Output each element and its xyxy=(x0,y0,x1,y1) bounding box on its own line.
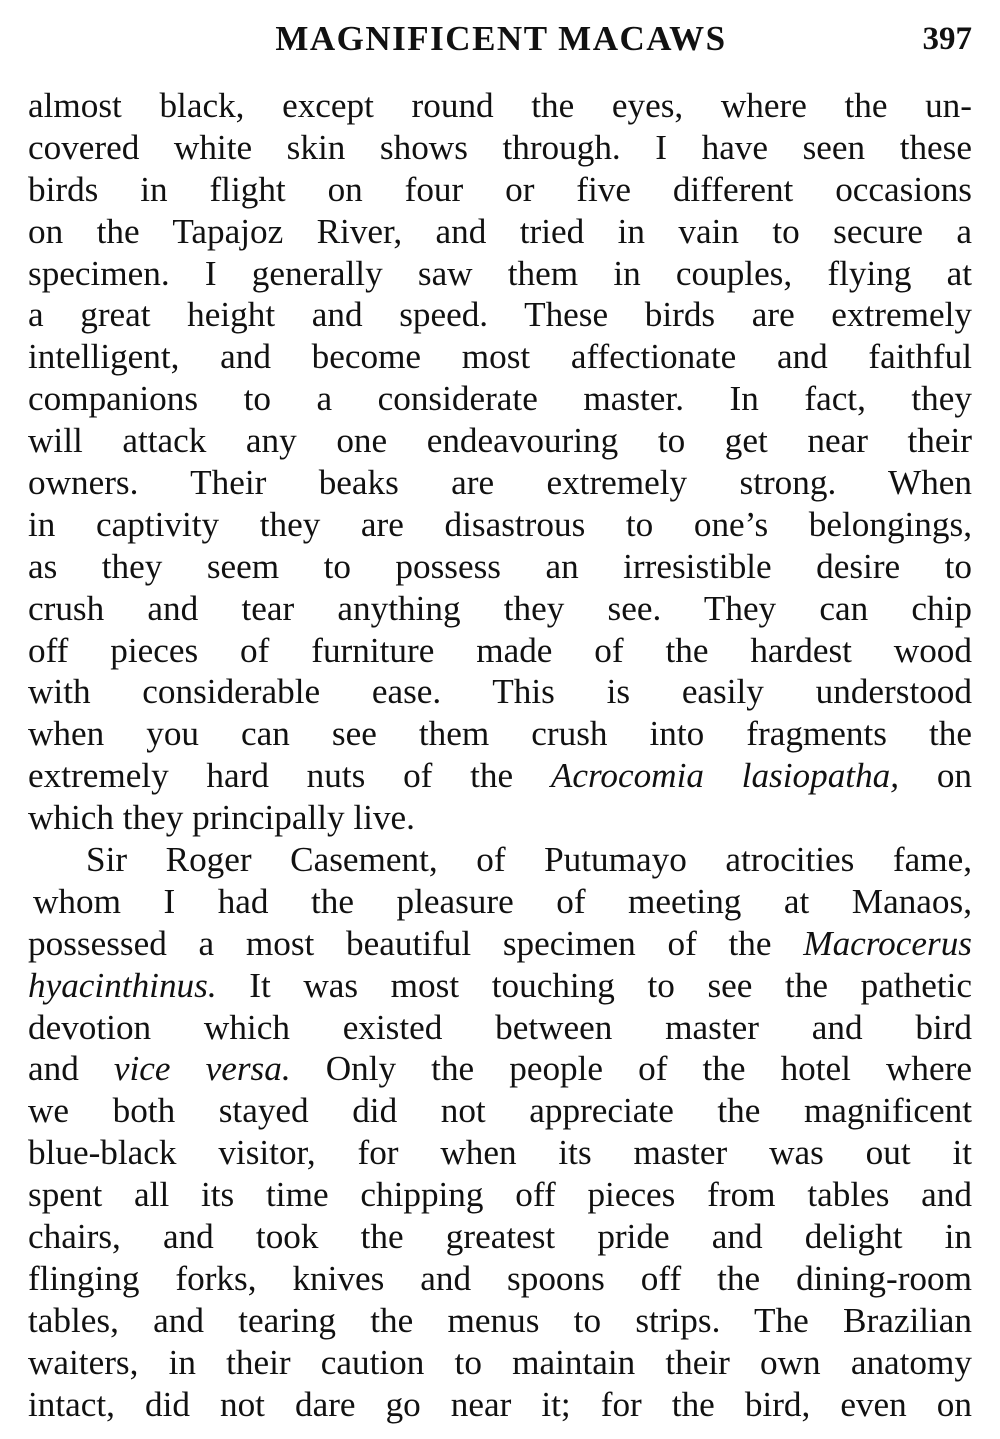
text-line: companions to a considerate master. In fact, they xyxy=(28,379,972,419)
text-line: hyacinthinus. It was most touching to see the pathetic xyxy=(28,965,972,1005)
species-name: Acrocomia lasiopatha, xyxy=(550,756,900,796)
text-line: will attack any one endeavouring to get near their xyxy=(28,421,972,461)
latin-phrase: vice versa. xyxy=(113,1049,291,1089)
running-head: MAGNIFICENT MACAWS xyxy=(275,19,727,58)
text-line: waiters, in their caution to maintain their own anatomy xyxy=(28,1342,972,1382)
text-line: possessed a most beautiful specimen of the Macrocerus xyxy=(28,923,972,963)
species-name: Macrocerus xyxy=(803,923,972,963)
text-line: owners. Their beaks are extremely strong. When xyxy=(28,463,972,503)
page-header xyxy=(30,14,972,64)
text-line: tables, and tearing the menus to strips. The Brazilian xyxy=(28,1300,972,1340)
text-line: intelligent, and become most affectionate and faithful xyxy=(28,337,972,377)
species-name: hyacinthinus. xyxy=(28,965,217,1005)
paragraph-end-line: which they principally live. xyxy=(28,798,415,838)
body-text xyxy=(28,85,972,1426)
text-line: in captivity they are disastrous to one’s belongings, xyxy=(28,504,972,544)
text-line: off pieces of furniture made of the hardest wood xyxy=(28,630,972,670)
text-line: covered white skin shows through. I have seen these xyxy=(28,127,972,167)
text-line: flinging forks, knives and spoons off the dining-room xyxy=(28,1258,972,1298)
text-line: we both stayed did not appreciate the magnificent xyxy=(28,1091,972,1131)
text-line: whom I had the pleasure of meeting at Manaos, xyxy=(33,881,972,921)
text-line: birds in flight on four or five different occasions xyxy=(28,169,972,209)
text-line: extremely hard nuts of the Acrocomia lasiopatha, on xyxy=(28,756,973,796)
page-number: 397 xyxy=(922,21,972,57)
text-line: specimen. I generally saw them in couples, flying at xyxy=(28,253,972,293)
text-line: almost black, except round the eyes, where the un- xyxy=(28,86,972,125)
text-line: crush and tear anything they see. They can chip xyxy=(28,588,972,628)
text-line: intact, did not dare go near it; for the bird, even on xyxy=(28,1384,972,1424)
text-line: and vice versa. Only the people of the hotel where xyxy=(28,1049,972,1089)
text-line: with considerable ease. This is easily understood xyxy=(28,672,972,712)
text-line: when you can see them crush into fragments the xyxy=(28,714,972,754)
text-line: on the Tapajoz River, and tried in vain to secure a xyxy=(28,211,972,251)
text-line: blue-black visitor, for when its master was out it xyxy=(28,1133,972,1173)
text-line: chairs, and took the greatest pride and delight in xyxy=(28,1217,972,1257)
paragraph-start-line: Sir Roger Casement, of Putumayo atrocities fame, xyxy=(86,840,972,880)
text-line: as they seem to possess an irresistible desire to xyxy=(28,546,972,586)
text-line: devotion which existed between master and bird xyxy=(28,1007,972,1047)
text-line: a great height and speed. These birds are extremely xyxy=(28,295,972,335)
text-line: spent all its time chipping off pieces from tables and xyxy=(28,1175,972,1215)
